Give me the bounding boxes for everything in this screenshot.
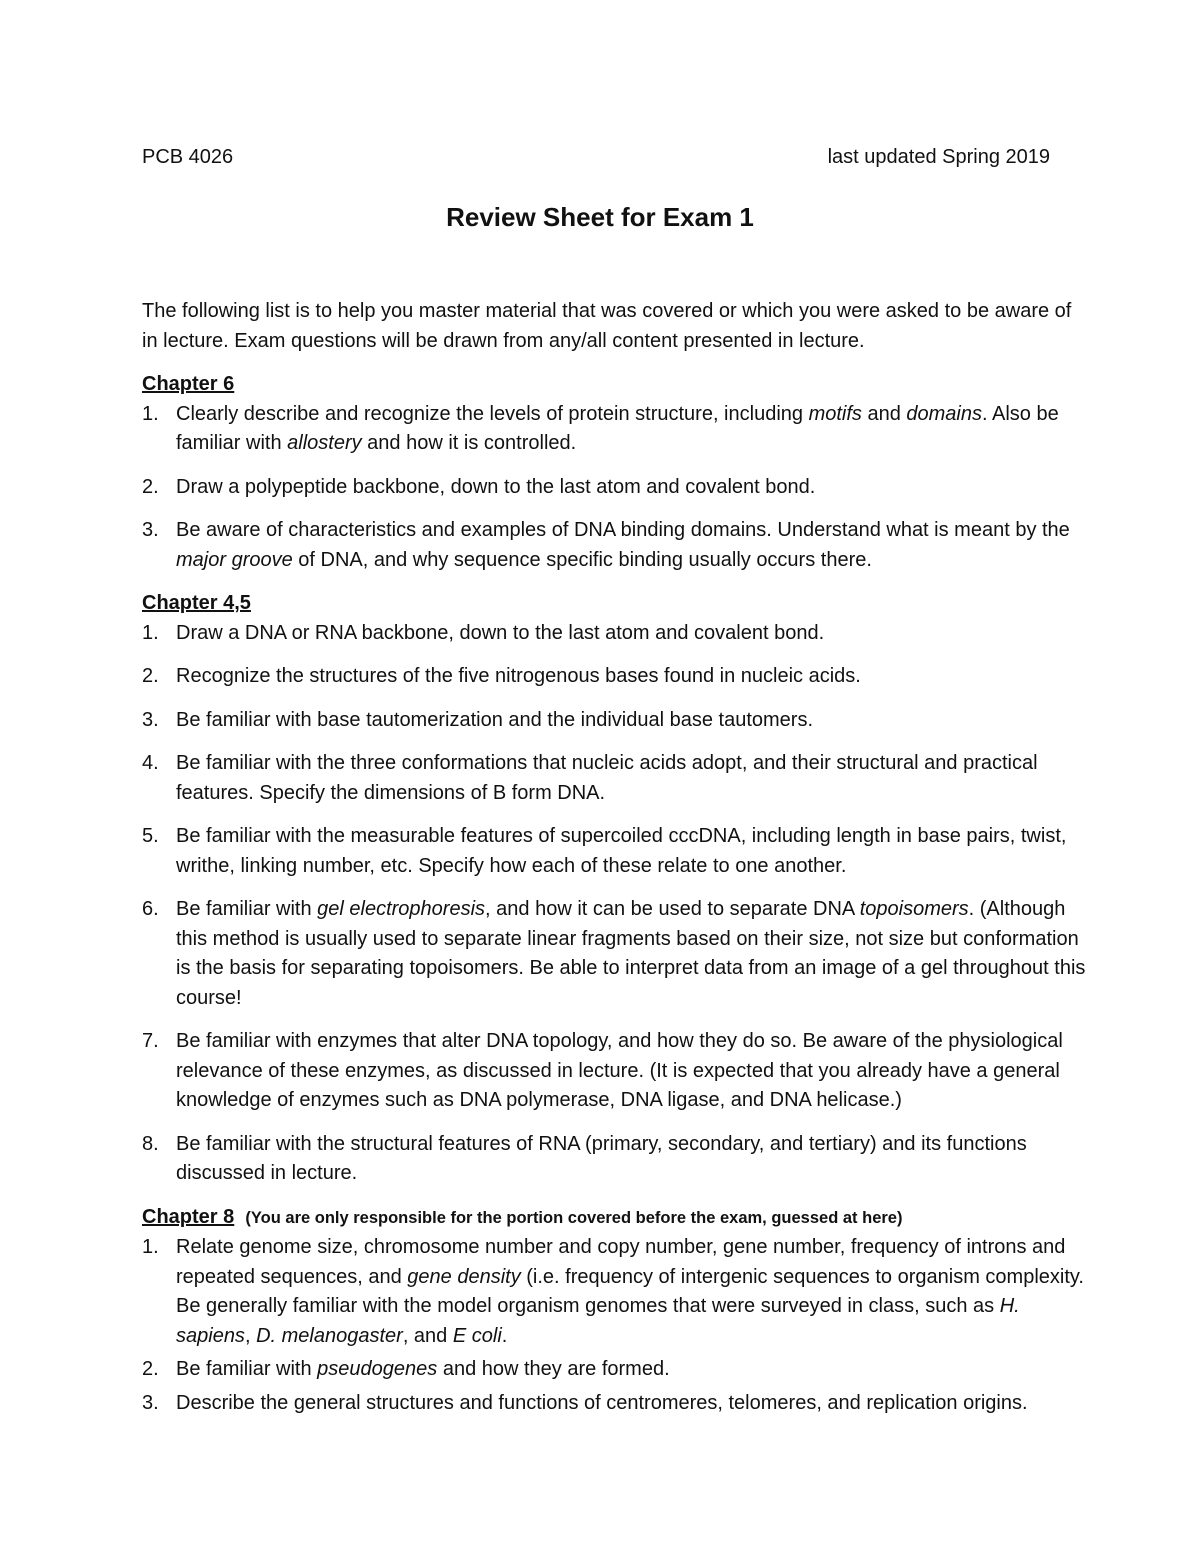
chapter-4-5-heading <box>142 589 1087 619</box>
item-term: topoisomers <box>859 898 969 920</box>
chapter-8-heading <box>142 1203 1087 1234</box>
item-text: and <box>861 402 907 425</box>
list-item <box>142 822 1087 881</box>
list-item <box>142 1027 1087 1116</box>
intro-paragraph: The following list is to help you master material that was covered or which you were asked to be aware of in lecture. Exam questions will be drawn from any/all content presented in lecture. <box>142 300 1072 352</box>
document-body <box>142 297 1087 1430</box>
list-item <box>142 400 1087 459</box>
chapter-6-section <box>142 370 1087 575</box>
item-number: 8. <box>142 1132 159 1155</box>
list-item <box>142 1233 1087 1351</box>
item-number: 1. <box>142 1236 159 1258</box>
list-item <box>142 662 1087 692</box>
item-number: 4. <box>142 752 159 774</box>
chapter-4-5-section <box>142 589 1087 1189</box>
list-item <box>142 895 1087 1013</box>
item-text: . Also be familiar with <box>176 402 1059 454</box>
item-text: Be familiar with the three conformations that nucleic acids adopt, and their structural and practical features. Specify the dimensions of B form DNA. <box>176 752 1038 804</box>
item-text: (i.e. frequency of intergenic sequences to organism complexity. Be generally familiar with the model organism genomes that were surveyed in class, such as <box>176 1265 1084 1317</box>
item-text: Be familiar with enzymes that alter DNA topology, and how they do so. Be aware of the physiological relevance of these enzymes, as discussed in lecture. (It is expected that you already have a general knowledge of enzymes such as DNA polymerase, DNA ligase, and DNA helicase.) <box>176 1030 1063 1111</box>
item-term: domains <box>906 402 982 425</box>
item-text: , and <box>402 1324 453 1347</box>
chapter-6-list <box>142 400 1087 576</box>
item-text: Recognize the structures of the five nitrogenous bases found in nucleic acids. <box>176 665 861 687</box>
item-number: 1. <box>142 402 159 425</box>
item-term: E coli <box>452 1324 502 1347</box>
item-number: 3. <box>142 708 159 731</box>
item-term: gel electrophoresis <box>317 898 486 920</box>
item-text: Draw a DNA or RNA backbone, down to the last atom and covalent bond. <box>176 621 825 644</box>
list-item <box>142 706 1087 736</box>
item-number: 3. <box>142 519 159 541</box>
item-number: 5. <box>142 825 159 847</box>
chapter-4-5-title: Chapter 4,5 <box>142 592 251 614</box>
list-item <box>142 1389 1087 1419</box>
item-term: D. melanogaster <box>256 1324 403 1347</box>
chapter-6-title: Chapter 6 <box>142 373 235 395</box>
item-number: 6. <box>142 898 159 920</box>
last-updated: last updated Spring 2019 <box>827 146 1050 168</box>
item-term: major groove <box>176 548 293 571</box>
page-title: Review Sheet for Exam 1 <box>446 202 754 232</box>
item-text: Be familiar with <box>176 1358 318 1380</box>
item-text: Relate genome size, chromosome number and copy number, gene number, frequency of introns and repeated sequences, and <box>176 1236 1066 1288</box>
list-item <box>142 619 1087 649</box>
chapter-6-heading <box>142 370 1087 400</box>
item-text: . <box>501 1324 508 1347</box>
chapter-8-title: Chapter 8 <box>142 1205 235 1228</box>
chapter-8-note: (You are only responsible for the portion covered before the exam, guessed at here) <box>245 1208 903 1227</box>
item-text: and how they are formed. <box>437 1358 670 1380</box>
item-text: Be familiar with the structural features of RNA (primary, secondary, and tertiary) and its functions discussed in lecture. <box>176 1132 1027 1184</box>
item-term: H. sapiens <box>176 1295 1020 1347</box>
item-text: Clearly describe and recognize the levels of protein structure, including <box>176 402 809 425</box>
course-code: PCB 4026 <box>142 146 234 168</box>
item-text: Be aware of characteristics and examples of DNA binding domains. Understand what is meant by the <box>176 519 1070 541</box>
list-item <box>142 749 1087 808</box>
list-item <box>142 516 1087 575</box>
item-text: , <box>244 1324 257 1347</box>
item-text: Be familiar with base tautomerization and the individual base tautomers. <box>176 708 814 731</box>
item-text: , and how it can be used to separate DNA <box>485 898 860 920</box>
item-term: allostery <box>287 432 362 454</box>
item-text: . (Although this method is usually used to separate linear fragments based on their size, not size but conformation is the basis for separating topoisomers. Be able to interpret data from an image of a gel throughout this course! <box>176 898 1086 1009</box>
item-term: gene density <box>407 1265 521 1288</box>
chapter-8-list <box>142 1233 1087 1418</box>
item-text: Be familiar with the measurable features of supercoiled cccDNA, including length in base pairs, twist, writhe, linking number, etc. Specify how each of these relate to one another. <box>176 825 1067 877</box>
item-term: pseudogenes <box>317 1358 438 1380</box>
item-text: of DNA, and why sequence specific binding usually occurs there. <box>292 548 872 571</box>
item-number: 7. <box>142 1030 159 1052</box>
chapter-4-5-list <box>142 619 1087 1189</box>
item-number: 2. <box>142 475 159 498</box>
list-item <box>142 1355 1087 1385</box>
item-text: Describe the general structures and functions of centromeres, telomeres, and replication origins. <box>176 1391 1028 1414</box>
list-item <box>142 1130 1087 1189</box>
item-text: Be familiar with <box>176 898 318 920</box>
chapter-8-section <box>142 1203 1087 1419</box>
item-term: motifs <box>808 402 862 425</box>
item-text: Draw a polypeptide backbone, down to the last atom and covalent bond. <box>176 475 816 498</box>
list-item <box>142 473 1087 503</box>
item-number: 2. <box>142 1358 159 1380</box>
item-number: 2. <box>142 665 159 687</box>
item-number: 3. <box>142 1391 159 1414</box>
item-text: and how it is controlled. <box>361 432 577 454</box>
item-number: 1. <box>142 621 159 644</box>
